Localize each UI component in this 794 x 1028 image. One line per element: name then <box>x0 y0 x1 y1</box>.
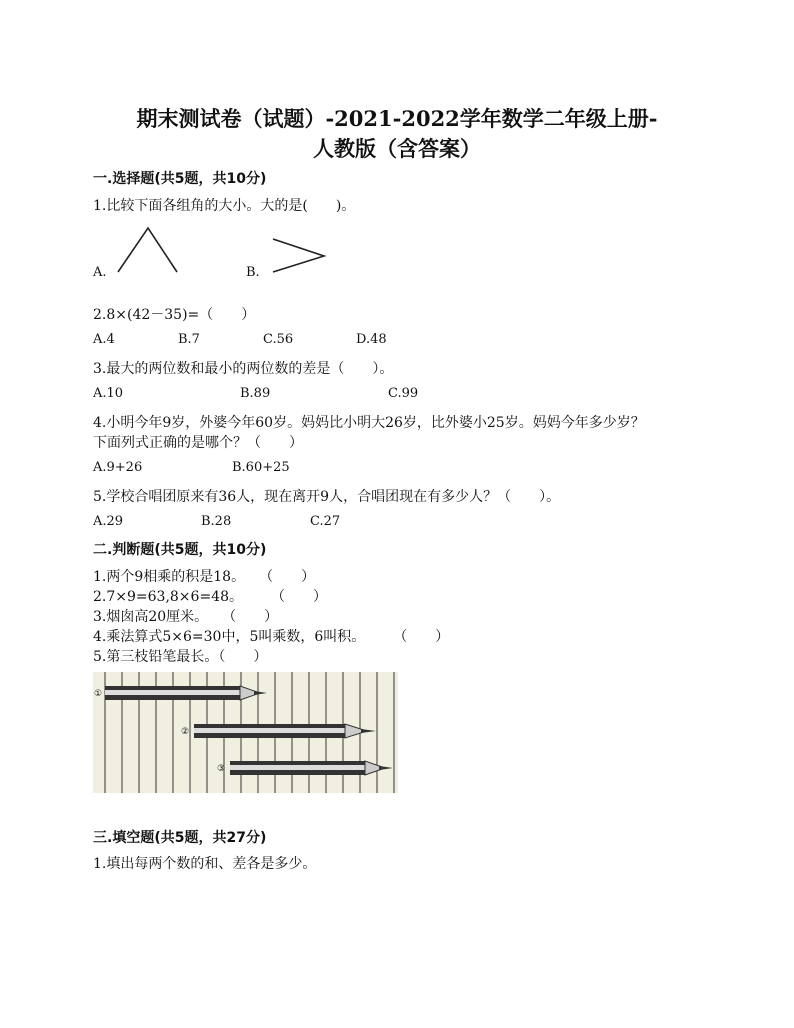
q4-option-b: B.60+25 <box>232 460 290 475</box>
q2-text: 2.8×(42－35)=（ ） <box>93 307 256 323</box>
q2-option-d: D.48 <box>356 332 387 347</box>
pencils-figure <box>93 672 398 793</box>
q5-option-b: B.28 <box>201 514 232 529</box>
q1-option-a: A. <box>93 265 107 280</box>
q3-option-b: B.89 <box>240 386 271 401</box>
q2-option-a: A.4 <box>93 332 115 347</box>
q1-text: 1.比较下面各组角的大小。大的是( )。 <box>93 198 356 214</box>
judge-item-3: 3.烟囱高20厘米。 （ ） <box>93 609 279 625</box>
judge-item-4: 4.乘法算式5×6=30中，5叫乘数，6叫积。 （ ） <box>93 629 450 645</box>
judge-item-1: 1.两个9相乘的积是18。 （ ） <box>93 569 316 585</box>
pencil-3 <box>230 761 393 775</box>
fill-q1-text: 1.填出每两个数的和、差各是多少。 <box>93 856 317 872</box>
q3-text: 3.最大的两位数和最小的两位数的差是（ ）。 <box>93 361 394 377</box>
angle-a-figure <box>110 222 185 277</box>
pencil-label-1: ① <box>94 689 103 699</box>
q4-option-a: A.9+26 <box>93 460 143 475</box>
pencil-2 <box>194 724 376 738</box>
q2-option-c: C.56 <box>263 332 294 347</box>
q2-option-b: B.7 <box>178 332 200 347</box>
q3-option-c: C.99 <box>388 386 419 401</box>
pencil-label-3: ③ <box>217 764 226 774</box>
title-line-1: 期末测试卷（试题）-2021-2022学年数学二年级上册- <box>136 106 658 131</box>
q1-option-b: B. <box>246 265 260 280</box>
section1-heading: 一.选择题(共5题，共10分) <box>93 171 267 187</box>
q5-option-c: C.27 <box>310 514 341 529</box>
q5-text: 5.学校合唱团原来有36人，现在离开9人，合唱团现在有多少人？（ ）。 <box>93 489 561 505</box>
q5-option-a: A.29 <box>93 514 124 529</box>
section3-heading: 三.填空题(共5题，共27分) <box>93 830 267 846</box>
judge-item-2: 2.7×9=63,8×6=48。 （ ） <box>93 589 327 605</box>
pencil-label-2: ② <box>181 727 190 737</box>
q3-option-a: A.10 <box>93 386 124 401</box>
angle-b-figure <box>268 234 332 276</box>
section2-heading: 二.判断题(共5题，共10分) <box>93 542 267 558</box>
title-line-2: 人教版（含答案） <box>313 136 481 161</box>
q4-text-line-2: 下面列式正确的是哪个？（ ） <box>93 435 303 451</box>
judge-item-5: 5.第三枝铅笔最长。（ ） <box>93 649 268 665</box>
pencil-1 <box>105 686 267 700</box>
q4-text-line-1: 4.小明今年9岁，外婆今年60岁。妈妈比小明大26岁，比外婆小25岁。妈妈今年多少岁？ <box>93 415 645 431</box>
